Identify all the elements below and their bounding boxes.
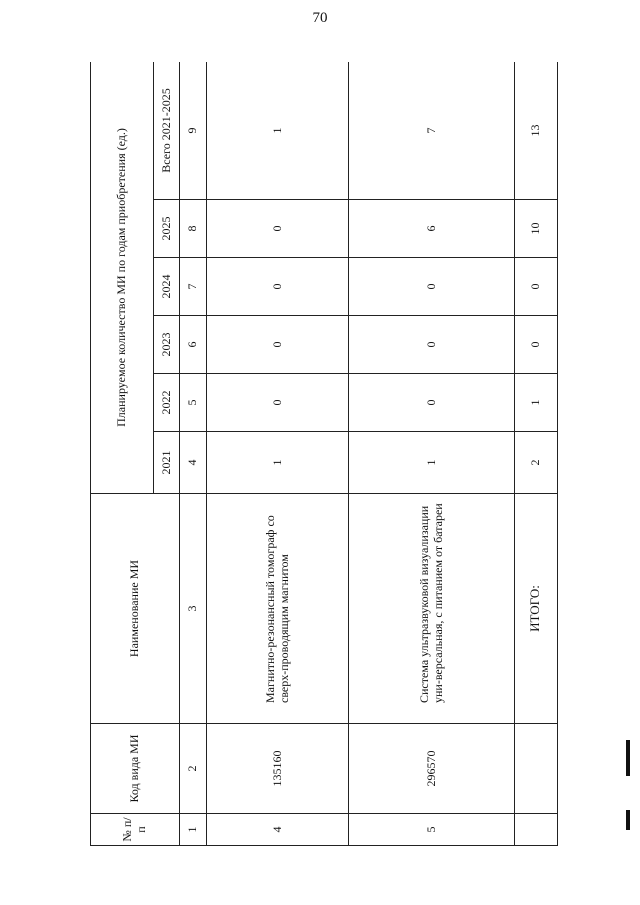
index-cell: 9 — [180, 62, 206, 200]
header-group: Планируемое количество МИ по годам приобретения (ед.) — [91, 62, 154, 494]
index-row — [180, 62, 206, 846]
header-year-2022: 2022 — [153, 374, 179, 432]
row-code: 135160 — [206, 724, 348, 814]
total-value-sum: 13 — [514, 62, 557, 200]
header-num: № п/п — [91, 814, 180, 846]
total-num-empty — [514, 814, 557, 846]
row-value-2025: 6 — [349, 200, 515, 258]
row-value-total: 1 — [206, 62, 348, 200]
header-year-2023: 2023 — [153, 316, 179, 374]
total-value-2024: 0 — [514, 258, 557, 316]
total-value-2023: 0 — [514, 316, 557, 374]
index-cell: 2 — [180, 724, 206, 814]
index-cell: 1 — [180, 814, 206, 846]
total-code-empty — [514, 724, 557, 814]
row-num: 5 — [349, 814, 515, 846]
index-cell: 8 — [180, 200, 206, 258]
header-code: Код вида МИ — [91, 724, 180, 814]
row-value-2024: 0 — [349, 258, 515, 316]
index-cell: 5 — [180, 374, 206, 432]
index-cell: 3 — [180, 494, 206, 724]
table-row — [206, 62, 348, 846]
index-cell: 6 — [180, 316, 206, 374]
row-value-2021: 1 — [206, 432, 348, 494]
total-value-2022: 1 — [514, 374, 557, 432]
total-label: ИТОГО: — [514, 494, 557, 724]
header-year-2024: 2024 — [153, 258, 179, 316]
row-value-2024: 0 — [206, 258, 348, 316]
header-year-2021: 2021 — [153, 432, 179, 494]
header-row-1 — [91, 62, 154, 846]
table-row — [349, 62, 515, 846]
row-value-2023: 0 — [206, 316, 348, 374]
scan-mark — [626, 810, 630, 830]
total-row — [514, 62, 557, 846]
row-code: 296570 — [349, 724, 515, 814]
rotated-table-wrapper — [90, 62, 558, 846]
row-value-2022: 0 — [349, 374, 515, 432]
row-name: Система ультразвуковой визуализации уни-версальная, с питанием от батареи — [349, 494, 515, 724]
table-stage — [90, 62, 558, 846]
page-number: 70 — [312, 10, 328, 26]
row-value-2022: 0 — [206, 374, 348, 432]
header-total-years: Всего 2021-2025 — [153, 62, 179, 200]
row-value-total: 7 — [349, 62, 515, 200]
row-value-2025: 0 — [206, 200, 348, 258]
row-value-2021: 1 — [349, 432, 515, 494]
equipment-table — [90, 62, 558, 846]
total-value-2025: 10 — [514, 200, 557, 258]
index-cell: 4 — [180, 432, 206, 494]
index-cell: 7 — [180, 258, 206, 316]
row-num: 4 — [206, 814, 348, 846]
header-year-2025: 2025 — [153, 200, 179, 258]
total-value-2021: 2 — [514, 432, 557, 494]
row-name: Магнитно-резонансный томограф со сверх-проводящим магнитом — [206, 494, 348, 724]
header-name: Наименование МИ — [91, 494, 180, 724]
row-value-2023: 0 — [349, 316, 515, 374]
scan-mark — [626, 740, 630, 776]
